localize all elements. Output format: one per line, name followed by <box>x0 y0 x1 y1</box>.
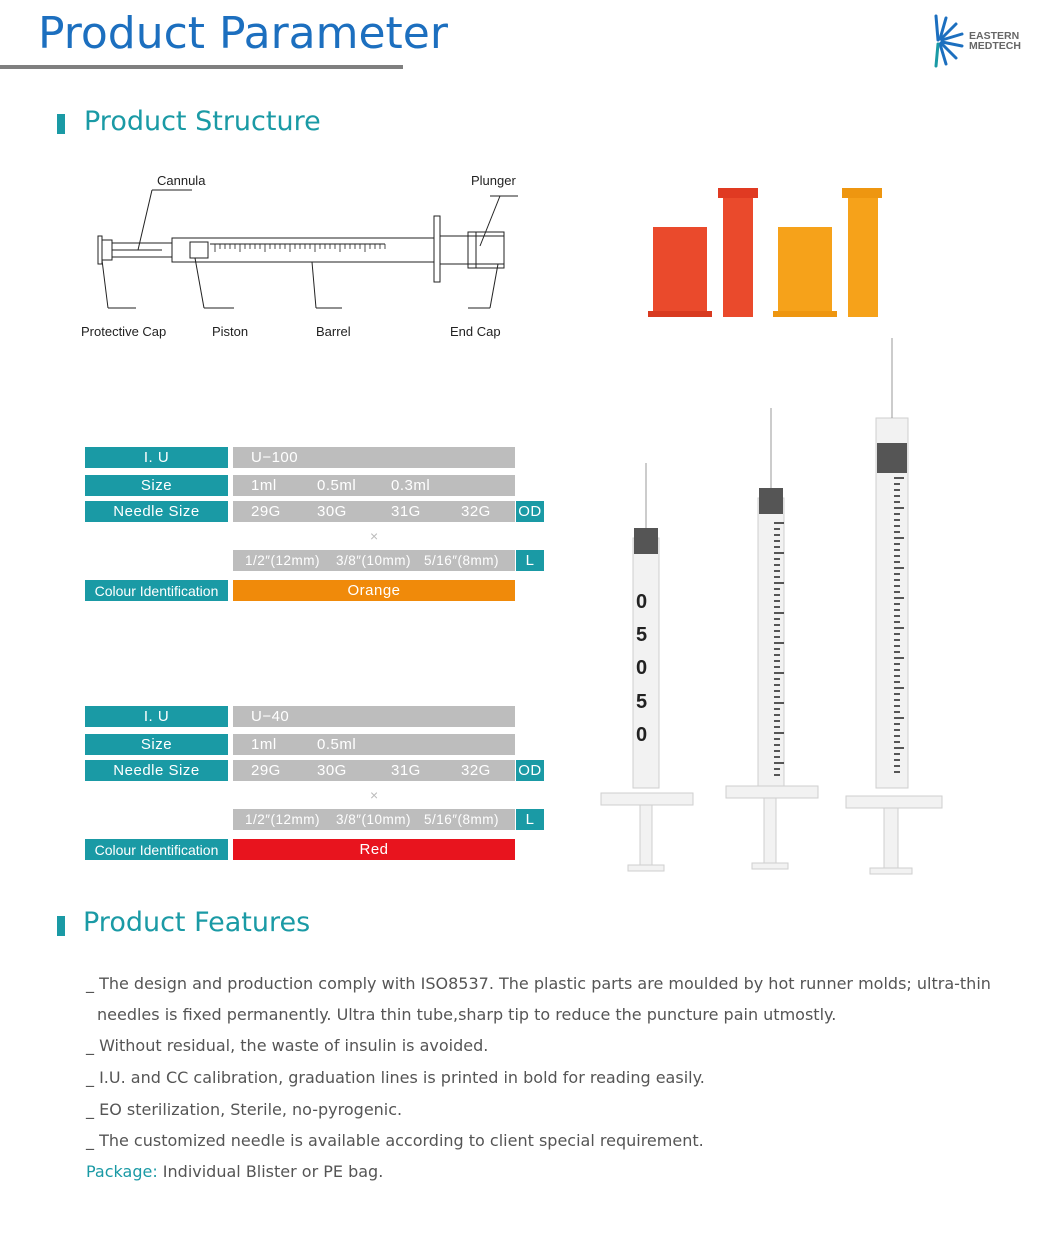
times-sign: × <box>370 787 379 803</box>
iu-label: I. U <box>85 447 228 468</box>
package-label: Package: <box>86 1162 158 1181</box>
section-title-structure: Product Structure <box>84 106 321 137</box>
size-label: Size <box>85 734 228 755</box>
length-values: 1/2″(12mm) 3/8″(10mm) 5/16″(8mm) <box>233 809 515 830</box>
length-values: 1/2″(12mm) 3/8″(10mm) 5/16″(8mm) <box>233 550 515 571</box>
syringe-photos <box>598 338 948 878</box>
feature-line: _ I.U. and CC calibration, graduation lines is printed in bold for reading easily. <box>86 1068 705 1087</box>
logo-icon <box>932 12 968 68</box>
feature-line: _ EO sterilization, Sterile, no-pyrogenic. <box>86 1100 403 1119</box>
label-cannula: Cannula <box>157 173 206 188</box>
page-title: Product Parameter <box>38 8 448 59</box>
svg-text:5: 5 <box>636 691 648 713</box>
size-values: 1ml 0.5ml 0.3ml <box>233 475 515 496</box>
needle-label: Needle Size <box>85 501 228 522</box>
size-label: Size <box>85 475 228 496</box>
section-marker <box>57 916 65 936</box>
package-line <box>86 1162 383 1181</box>
section-title-features: Product Features <box>83 907 311 938</box>
size-values: 1ml 0.5ml <box>233 734 515 755</box>
feature-line: _ The customized needle is available according to client special requirement. <box>86 1131 704 1150</box>
l-label: L <box>516 550 544 571</box>
label-plunger: Plunger <box>471 173 516 188</box>
od-label: OD <box>516 760 544 781</box>
od-label: OD <box>516 501 544 522</box>
needle-values: 29G 30G 31G 32G <box>233 501 515 522</box>
label-end-cap: End Cap <box>450 324 501 339</box>
feature-line: _ Without residual, the waste of insulin is avoided. <box>86 1036 489 1055</box>
feature-line: needles is fixed permanently. Ultra thin tube,sharp tip to reduce the puncture pain utmostly. <box>97 1005 837 1024</box>
syringe-diagram <box>80 170 530 345</box>
iu-value: U−100 <box>233 447 515 468</box>
cap-images <box>645 185 890 325</box>
svg-text:0: 0 <box>636 591 648 613</box>
colour-value: Red <box>233 839 515 860</box>
times-sign: × <box>370 528 379 544</box>
colour-label: Colour Identification <box>85 839 228 860</box>
section-marker <box>57 114 65 134</box>
title-underline <box>0 65 403 69</box>
l-label: L <box>516 809 544 830</box>
logo-text: EASTERN MEDTECH <box>969 30 1021 52</box>
iu-label: I. U <box>85 706 228 727</box>
needle-label: Needle Size <box>85 760 228 781</box>
needle-values: 29G 30G 31G 32G <box>233 760 515 781</box>
label-piston: Piston <box>212 324 249 339</box>
svg-text:0: 0 <box>636 657 648 679</box>
iu-value: U−40 <box>233 706 515 727</box>
svg-text:5: 5 <box>636 624 648 646</box>
colour-value: Orange <box>233 580 515 601</box>
package-value: Individual Blister or PE bag. <box>157 1162 384 1181</box>
label-barrel: Barrel <box>316 324 351 339</box>
colour-label: Colour Identification <box>85 580 228 601</box>
label-protective-cap: Protective Cap <box>81 324 167 339</box>
svg-text:0: 0 <box>636 724 648 746</box>
feature-line: _ The design and production comply with ISO8537. The plastic parts are moulded by hot runner molds; ultra-thin <box>86 974 991 993</box>
